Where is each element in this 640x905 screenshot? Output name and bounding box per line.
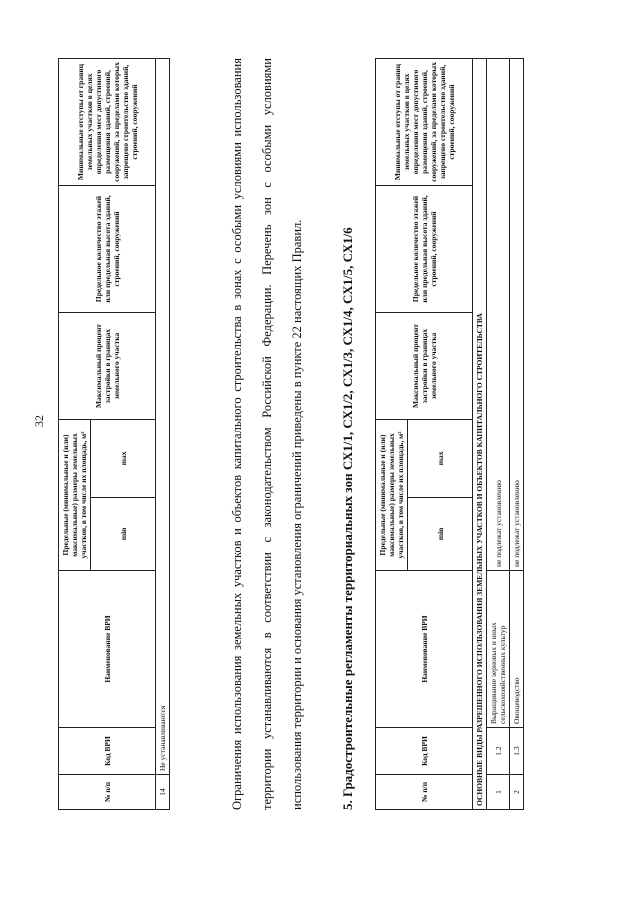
row-text: Не устанавливаются (156, 59, 170, 775)
row-value: не подлежат установлению (487, 59, 510, 571)
th-sizes: Предельные (минимальные и (или) максимальные) размеры земельных участков, в том числе их площадь, м² (376, 420, 408, 571)
row-num: 1 (487, 775, 510, 810)
page-number: 32 (32, 415, 46, 427)
th-max: max (408, 420, 473, 498)
th-percent: Максимальный процент застройки в границах земельного участка (59, 313, 156, 420)
th-sizes: Предельные (минимальные и (или) максимальные) размеры земельных участков, в том числе их площадь, м² (59, 420, 91, 571)
th-code: Код ВРИ (59, 728, 156, 775)
th-min: min (91, 497, 156, 570)
th-setbacks: Минимальные отступы от границ земельных участков в целях определения мест допустимого размещения зданий, строений, сооружений, за пределами которых запрещено строительство зданий, строений, сооружений (376, 59, 473, 186)
th-min: min (408, 497, 473, 570)
table-top (58, 58, 170, 810)
th-percent: Максимальный процент застройки в границах земельного участка (376, 313, 473, 420)
row-code: 1.3 (510, 728, 524, 775)
row-value: не подлежат установлению (510, 59, 524, 571)
th-name: Наименование ВРИ (376, 571, 473, 728)
table-row (510, 59, 524, 810)
th-setbacks: Минимальные отступы от границ земельных участков в целях определения мест допустимого размещения зданий, строений, сооружений, за пределами которых запрещено строительство зданий, строений, сооружений (59, 59, 156, 186)
section-heading: 5. Градостроительные регламенты территориальных зон СХ1/1, СХ1/2, СХ1/3, СХ1/4, СХ1/5, СХ1/6 (340, 227, 355, 810)
table-row (487, 59, 510, 810)
th-max: max (91, 420, 156, 498)
th-floors: Предельное количество этажей или предельная высота зданий, строений, сооружений (59, 186, 156, 313)
row-num: 14 (156, 775, 170, 810)
row-num: 2 (510, 775, 524, 810)
row-name: Овощеводство (510, 571, 524, 728)
table-bottom (375, 58, 524, 810)
th-name: Наименование ВРИ (59, 571, 156, 728)
section-title: ОСНОВНЫЕ ВИДЫ РАЗРЕШЕННОГО ИСПОЛЬЗОВАНИЯ ЗЕМЕЛЬНЫХ УЧАСТКОВ И ОБЪЕКТОВ КАПИТАЛЬНОГО СТРОИТЕЛЬСТВА (473, 59, 487, 810)
th-floors: Предельное количество этажей или предельная высота зданий, строений, сооружений (376, 186, 473, 313)
row-name: Выращивание зерновых и иных сельскохозяйственных культур (487, 571, 510, 728)
row-code: 1.2 (487, 728, 510, 775)
th-num: № п/п (59, 775, 156, 810)
paragraph: Ограничения использования земельных участков и объектов капитального строительства в зонах с особыми условиями использования территории устанавливаются в соответствии с законодательством Российской Федерации. Перечень зон с особыми условиями использования территории и основания установления ограничений приведены в пункте 22 настоящих Правил. (230, 58, 304, 810)
th-num: № п/п (376, 775, 473, 810)
th-code: Код ВРИ (376, 728, 473, 775)
